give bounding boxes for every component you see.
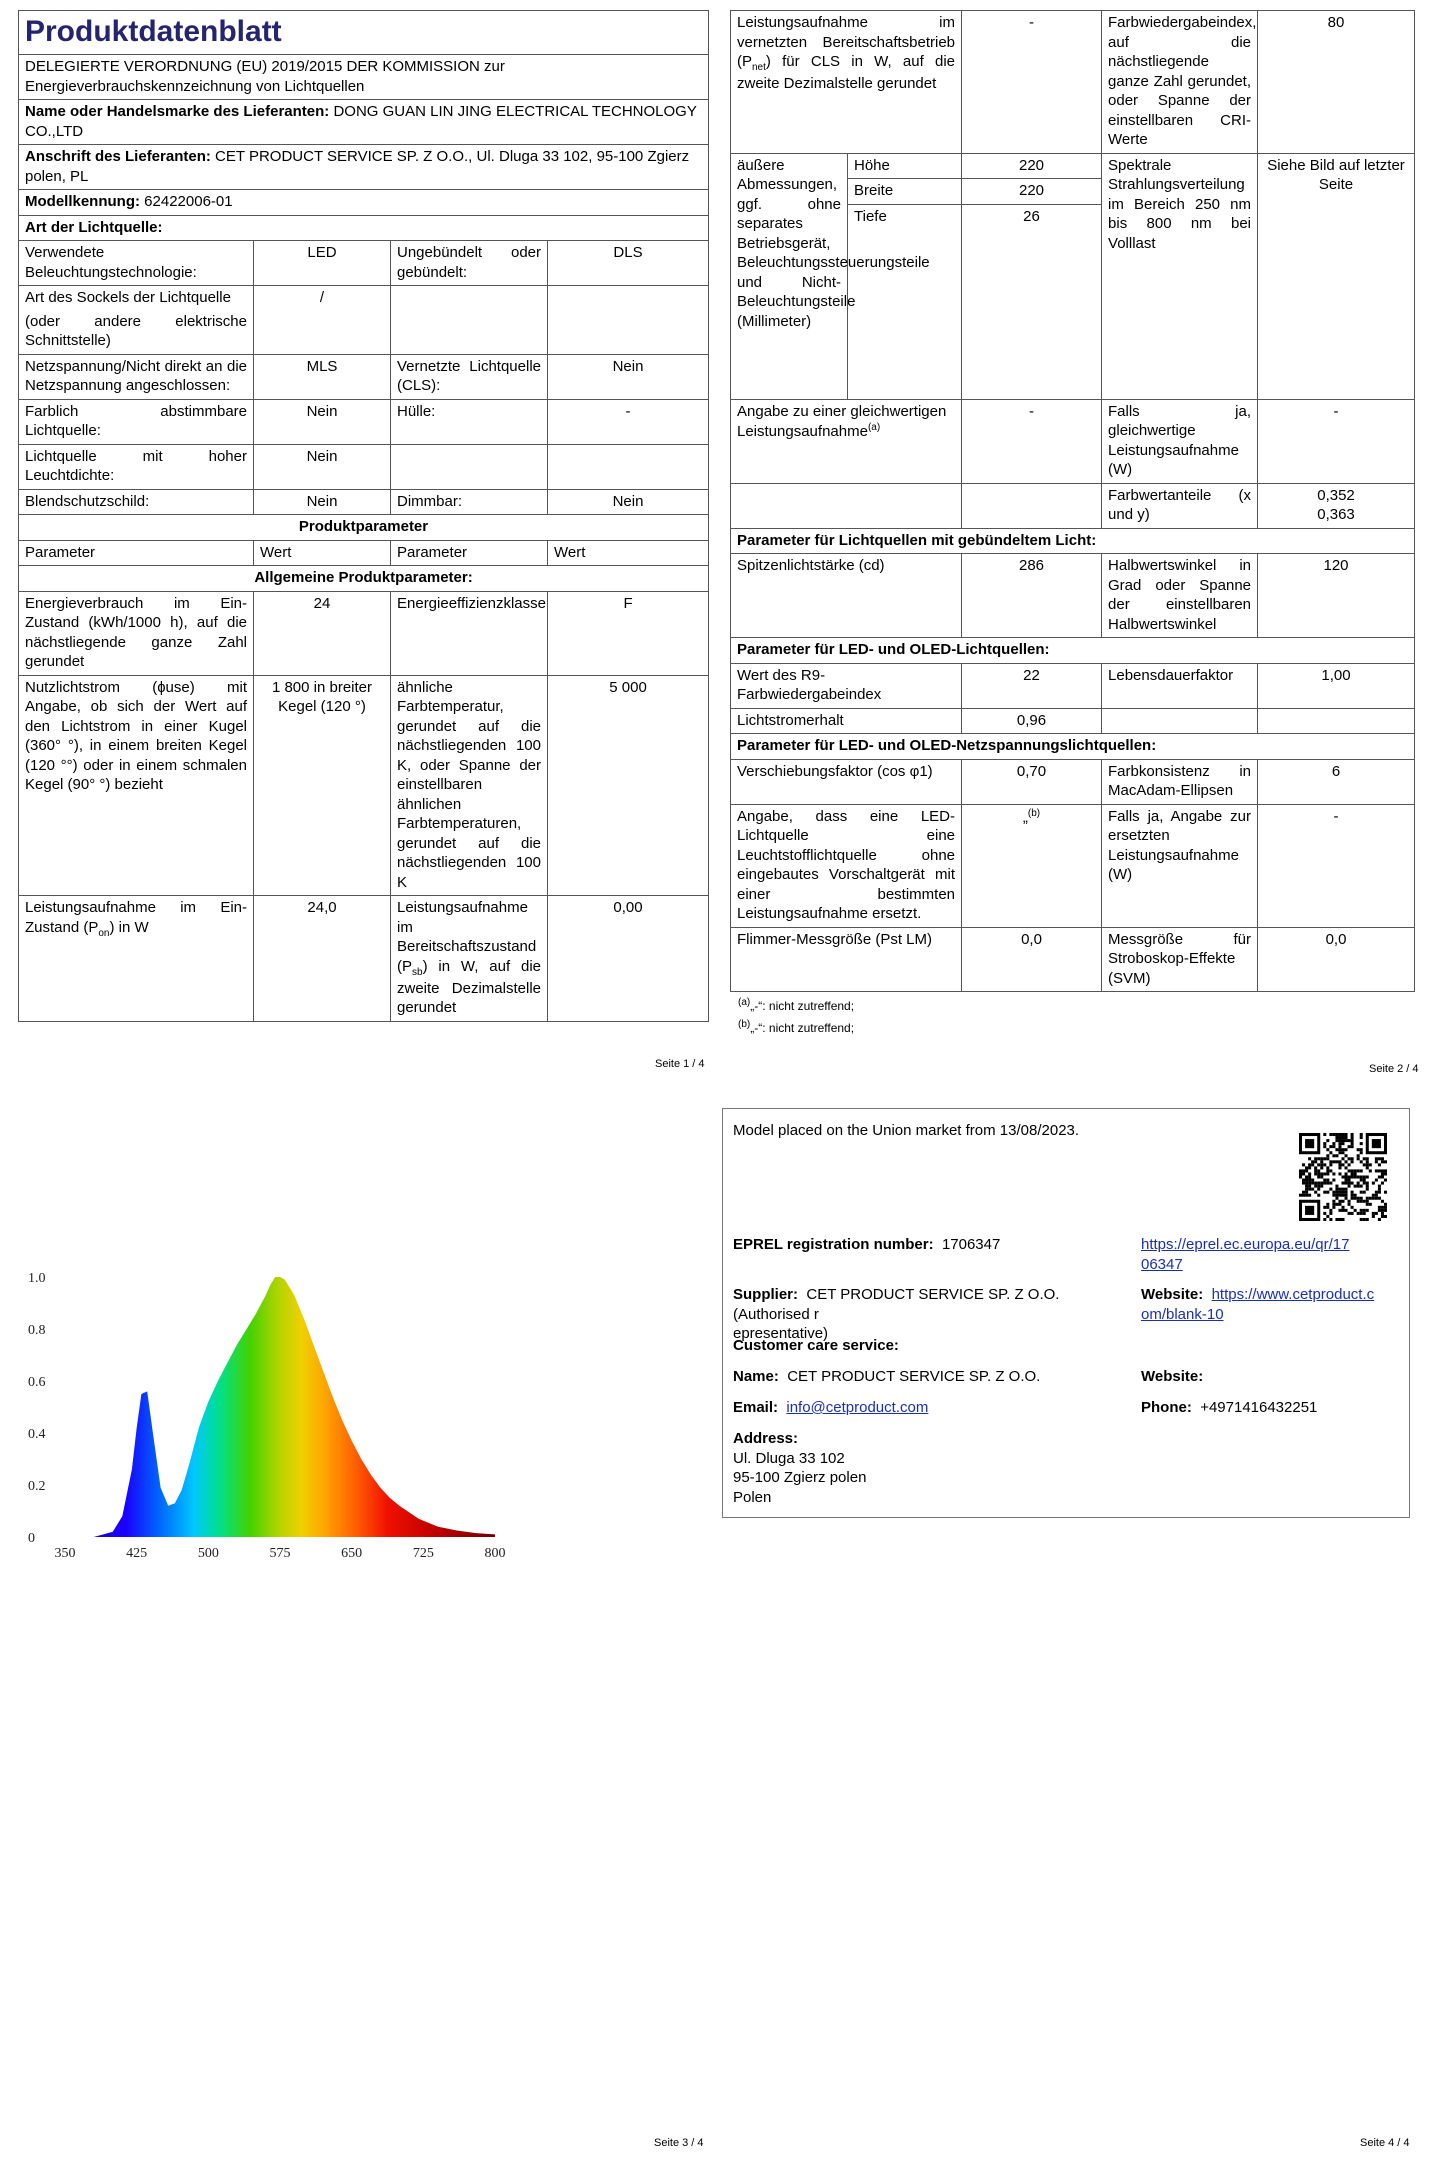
y-tick-label: 0.8 [28,1323,46,1338]
footnote-text: „-“: nicht zutreffend; [750,1021,855,1036]
value-cell: 0,96 [962,708,1102,734]
text-part: „ [1022,808,1028,826]
model-label: Modellkennung: [25,193,140,210]
table-row [19,489,709,515]
address-value: CET PRODUCT SERVICE SP. Z O.O., Ul. Dluga 33 102, 95-100 Zgierz polen, PL [25,148,690,185]
footnote-a [738,996,1414,1014]
page-number: Seite 4 / 4 [1360,2137,1410,2149]
empty-cell [548,286,709,355]
y-tick-label: 0.2 [28,1479,46,1494]
chromaticity-y: 0,363 [1317,506,1355,523]
x-tick-label: 575 [269,1546,291,1561]
email-label: Email: [733,1399,779,1416]
label-cell: Spektrale Strahlungsverteilung im Bereich 250 nm bis 800 nm bei Volllast [1102,153,1258,399]
email-link[interactable]: info@cetproduct.com [786,1399,929,1416]
dim-label: Tiefe [848,204,962,229]
value-cell: Siehe Bild auf letzter Seite [1258,153,1415,399]
superscript: (a) [867,422,881,433]
label-cell [731,399,962,483]
section-heading: Parameter für LED- und OLED-Lichtquellen: [731,638,1415,664]
table-row [731,663,1415,708]
value-cell: Nein [548,489,709,515]
text-part: Angabe zu einer gleichwertigen Leistungsaufnahme [737,402,947,440]
label-cell: Verwendete Beleuchtungstechnologie: [19,241,254,286]
table-row [731,399,1415,483]
cell-line: (oder andere elektrische Schnittstelle) [25,312,247,349]
value-cell: MLS [254,354,391,399]
address-line: 95-100 Zgierz polen [733,1469,867,1486]
website-row [1141,1285,1374,1324]
label-cell: Vernetzte Lichtquelle (CLS): [391,354,548,399]
empty-cell [962,229,1102,399]
label-cell: Verschiebungsfaktor (cos φ1) [731,759,962,804]
value-cell: 6 [1258,759,1415,804]
footnote-mark: (b) [738,1019,751,1031]
label-cell: äußere Abmessungen, ggf. ohne separates Betriebsgerät, Beleuchtungssteuerungsteile und Nicht-Beleuchtungsteile (Millimeter) [731,153,848,399]
value-cell: - [962,399,1102,483]
footnote-mark: (a) [738,997,751,1008]
label-cell: Nutzlichtstrom (ɸuse) mit Angabe, ob sich der Wert auf den Lichtstrom in einer Kugel (360° °), in einem breiten Kegel (120 °°) oder in einem schmalen Kegel (90° °) bezieht [19,675,254,896]
label-cell [19,896,254,1022]
page-2 [730,10,1414,1036]
x-tick-label: 725 [412,1546,434,1561]
care-phone-row [1141,1398,1317,1418]
table-row [731,708,1415,734]
value-cell: / [254,286,391,355]
label-cell: Farblich abstimmbare Lichtquelle: [19,399,254,444]
table-row [19,399,709,444]
label-cell: Falls ja, Angabe zur ersetzten Leistungsaufnahme (W) [1102,804,1258,927]
label-cell: Farbkonsistenz in MacAdam-Ellipsen [1102,759,1258,804]
header-cell: Parameter [19,540,254,566]
value-cell [962,804,1102,927]
subscript: sb [412,966,423,978]
label-cell: Ungebündelt oder gebündelt: [391,241,548,286]
supplier-row [733,1285,1123,1344]
value-cell: - [1258,804,1415,927]
value-cell: DLS [548,241,709,286]
value-cell: F [548,591,709,675]
eprel-row [733,1235,1000,1255]
product-datasheet-table-2 [730,10,1415,992]
spectrum-area [65,1277,495,1537]
value-cell: - [548,399,709,444]
market-placement-text: Model placed on the Union market from 13/08/2023. [733,1122,1080,1139]
empty-cell [548,444,709,489]
general-params-heading: Allgemeine Produktparameter: [19,566,709,592]
value-cell: 80 [1258,11,1415,154]
label-cell: ähnliche Farbtemperatur, gerundet auf die nächstliegenden 100 K, oder Spanne der einstellbaren ähnlichen Farbtemperaturen, gerundet auf die nächstliegenden 100 K [391,675,548,896]
empty-cell [391,444,548,489]
value-cell: Nein [254,399,391,444]
value-cell: 24,0 [254,896,391,1022]
cell-line: Art des Sockels der Lichtquelle [25,289,231,306]
text-part: ) in W [109,918,149,936]
dim-value: 26 [962,204,1102,229]
eprel-label: EPREL registration number: [733,1236,934,1253]
link-line[interactable]: https://eprel.ec.europa.eu/qr/17 [1141,1236,1350,1253]
spectrum-chart [18,1100,708,1570]
section-heading: Parameter für Lichtquellen mit gebündeltem Licht: [731,528,1415,554]
x-tick-label: 350 [54,1546,76,1561]
supplier-value: DONG GUAN LIN JING ELECTRICAL TECHNOLOGY CO.,LTD [25,103,697,140]
empty-cell [391,286,548,355]
dim-label: Höhe [848,153,962,179]
name-value: CET PRODUCT SERVICE SP. Z O.O. [787,1368,1041,1385]
table-row [731,153,1415,179]
label-cell: Energieeffizienzklasse [391,591,548,675]
value-cell: 0,0 [962,927,1102,992]
section-heading: Parameter für LED- und OLED-Netzspannungslichtquellen: [731,734,1415,760]
page-1 [18,10,708,1022]
regulation-text: DELEGIERTE VERORDNUNG (EU) 2019/2015 DER KOMMISSION zur Energieverbrauchskennzeichnung von Lichtquellen [19,55,709,100]
table-row [731,759,1415,804]
phone-label: Phone: [1141,1399,1192,1416]
x-tick-label: 650 [341,1546,363,1561]
dim-value: 220 [962,153,1102,179]
chromaticity-x: 0,352 [1317,486,1355,504]
address-label: Anschrift des Lieferanten: [25,148,211,165]
dim-label: Breite [848,179,962,205]
value-cell: 24 [254,591,391,675]
x-tick-label: 425 [126,1546,148,1561]
text-part: Leistungsaufnahme im Bereitschaftszustand (P [397,899,537,975]
label-cell: Halbwertswinkel in Grad oder Spanne der einstellbaren Halbwertswinkel [1102,554,1258,638]
label-cell: Lichtquelle mit hoher Leuchtdichte: [19,444,254,489]
label-cell [391,896,548,1022]
supplier-label: Supplier: [733,1286,799,1303]
label-cell: Blendschutzschild: [19,489,254,515]
value-cell: LED [254,241,391,286]
label-cell: Lichtstromerhalt [731,708,962,734]
link-line[interactable]: 06347 [1141,1255,1183,1273]
header-row [19,540,709,566]
product-params-heading: Produktparameter [19,515,709,541]
page-4 [722,1108,1410,1518]
value-cell: 0,00 [548,896,709,1022]
page-number: Seite 2 / 4 [1369,1063,1419,1075]
label-cell [731,11,962,154]
x-tick-label: 500 [197,1546,219,1561]
value-cell: 120 [1258,554,1415,638]
y-tick-label: 0.6 [28,1375,46,1390]
table-row [731,804,1415,927]
header-cell: Parameter [391,540,548,566]
care-name-row [733,1367,1040,1387]
y-tick-label: 0.4 [28,1427,46,1442]
table-row [731,554,1415,638]
website-link[interactable]: https://www.cetproduct.c [1211,1286,1375,1303]
website-link-cont[interactable]: om/blank-10 [1141,1305,1224,1323]
value-cell: 0,0 [1258,927,1415,992]
text-part: Leistungsaufnahme im Ein-Zustand (P [25,899,247,936]
value-cell: Nein [548,354,709,399]
value-cell [1258,483,1415,528]
empty-cell [1102,708,1258,734]
supplier-address-row [19,145,709,190]
text-part: ) in W, auf die zweite Dezimalstelle gerundet [397,957,541,1016]
qr-code-icon[interactable] [1299,1133,1387,1221]
value-cell: 286 [962,554,1102,638]
table-row [19,444,709,489]
table-row [731,483,1415,528]
customer-care-heading: Customer care service: [733,1337,899,1354]
page-3 [18,1100,708,1570]
care-email-row [733,1398,928,1418]
page-number: Seite 3 / 4 [654,2137,704,2149]
table-row [19,286,709,355]
table-row [19,591,709,675]
superscript: (b) [1027,807,1041,819]
label-cell: Hülle: [391,399,548,444]
header-cell: Wert [254,540,391,566]
empty-cell [1258,708,1415,734]
supplier-label: Name oder Handelsmarke des Lieferanten: [25,103,330,120]
value-cell: Nein [254,444,391,489]
label-cell: Angabe, dass eine LED-Lichtquelle eine Leuchtstofflichtquelle ohne eingebautes Vorschaltgerät mit einer bestimmten Leistungsaufnahme ersetzt. [731,804,962,927]
label-cell: Dimmbar: [391,489,548,515]
address-block [733,1429,866,1507]
eprel-info-box [722,1108,1410,1518]
value-cell: 22 [962,663,1102,708]
value-cell: 5 000 [548,675,709,896]
footnote-text: „-“: nicht zutreffend; [750,999,855,1013]
model-row [19,190,709,216]
label-cell: Flimmer-Messgröße (Pst LM) [731,927,962,992]
label-cell: Lebensdauerfaktor [1102,663,1258,708]
website-label: Website: [1141,1286,1204,1303]
value-cell: - [962,11,1102,154]
y-tick-label: 1.0 [28,1271,46,1286]
subscript: net [752,62,766,73]
address-line: Ul. Dluga 33 102 [733,1449,845,1467]
value-cell: Nein [254,489,391,515]
address-label: Address: [733,1430,799,1447]
value-cell: 1,00 [1258,663,1415,708]
address-line: Polen [733,1488,772,1506]
eprel-link[interactable] [1141,1235,1349,1274]
label-cell: Netzspannung/Nicht direkt an die Netzspannung angeschlossen: [19,354,254,399]
phone-value: +4971416432251 [1200,1399,1318,1416]
product-datasheet-table-1 [18,10,709,1022]
header-cell: Wert [548,540,709,566]
value-cell: 1 800 in breiter Kegel (120 °) [254,675,391,896]
label-cell: Spitzenlichtstärke (cd) [731,554,962,638]
label-cell: Wert des R9-Farbwiedergabeindex [731,663,962,708]
page-title: Produktdatenblatt [19,11,709,55]
table-row [19,675,709,896]
value-cell: 0,70 [962,759,1102,804]
table-row [731,11,1415,154]
empty-cell [731,483,962,528]
supplier-value-cont: epresentative) [733,1325,829,1342]
empty-cell [962,483,1102,528]
y-tick-label: 0 [28,1531,35,1546]
care-website-label: Website: [1141,1368,1204,1385]
label-cell: Farbwertanteile (x und y) [1102,483,1258,528]
table-row [731,927,1415,992]
lightsource-type-heading: Art der Lichtquelle: [19,215,709,241]
name-label: Name: [733,1368,779,1385]
footnote-b [738,1018,1414,1036]
dim-value: 220 [962,179,1102,205]
eprel-value: 1706347 [941,1236,1001,1253]
label-cell: Falls ja, gleichwertige Leistungsaufnahme (W) [1102,399,1258,483]
label-cell: Energieverbrauch im Ein-Zustand (kWh/1000 h), auf die nächstliegende ganze Zahl gerundet [19,591,254,675]
value-cell: - [1258,399,1415,483]
model-value: 62422006-01 [144,193,233,210]
table-row [19,896,709,1022]
label-cell: Farbwiedergabeindex, auf die nächstliegende ganze Zahl gerundet, oder Spanne der einstellbaren CRI-Werte [1102,11,1258,154]
text-part: ) für CLS in W, auf die zweite Dezimalstelle gerundet [737,53,956,92]
table-row [19,354,709,399]
subscript: on [98,927,110,939]
text-part: Leistungsaufnahme im vernetzten Bereitschaftsbetrieb (P [737,14,956,70]
supplier-value: CET PRODUCT SERVICE SP. Z O.O. (Authorised r [733,1286,1060,1323]
x-tick-label: 800 [484,1546,506,1561]
label-cell [19,286,254,355]
label-cell: Messgröße für Stroboskop-Effekte (SVM) [1102,927,1258,992]
table-row [19,241,709,286]
supplier-name-row [19,100,709,145]
page-number: Seite 1 / 4 [655,1058,705,1070]
